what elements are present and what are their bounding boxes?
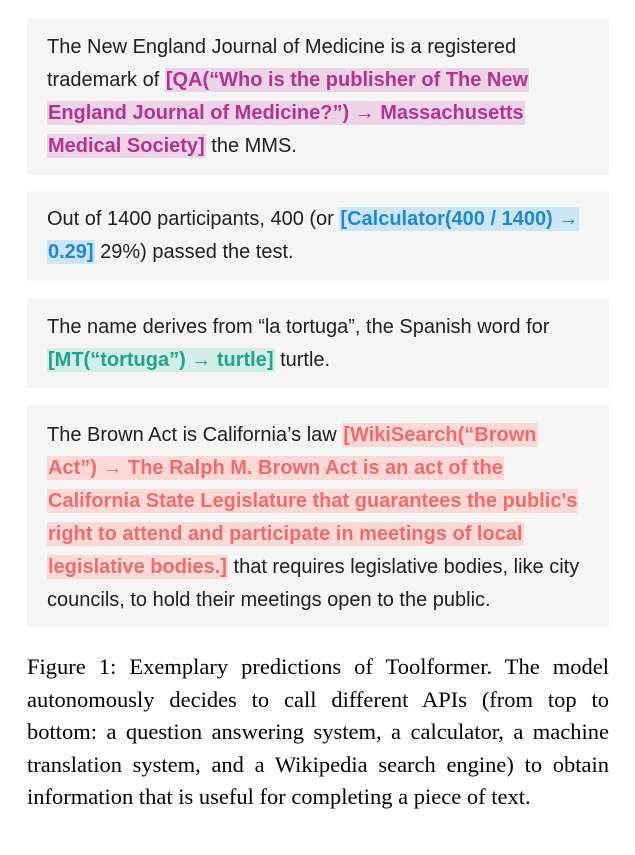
example-wikisearch-api-call: [WikiSearch(“Brown Act”) → The Ralph M. Brown Act is an act of the California State Legislature that guarantees the public's right to attend and participate in meetings of local legislative bodies.]	[48, 424, 578, 578]
example-calculator-text-after: 29%) passed the test.	[94, 241, 294, 263]
example-qa-api-call: [QA(“Who is the publisher of The New England Journal of Medicine?”) → Massachusetts Medical Society]	[48, 69, 529, 157]
example-calculator	[27, 191, 609, 281]
example-qa-text-after: the MMS.	[205, 135, 297, 157]
example-mt-text-before: The name derives from “la tortuga”, the Spanish word for	[47, 316, 550, 338]
example-calculator-api-call: [Calculator(400 / 1400) → 0.29]	[48, 208, 579, 263]
example-mt	[27, 298, 609, 388]
example-qa	[27, 18, 609, 175]
example-wikisearch-text-before: The Brown Act is California’s law	[47, 424, 343, 446]
example-mt-text-after: turtle.	[274, 349, 331, 371]
example-qa-text-before: The New England Journal of Medicine is a registered trademark of	[47, 36, 517, 91]
example-mt-api-call: [MT(“tortuga”) → turtle]	[48, 349, 274, 371]
example-wikisearch-text-after: that requires legislative bodies, like city councils, to hold their meetings open to the public.	[47, 556, 580, 611]
figure-caption: Figure 1: Exemplary predictions of Toolformer. The model autonomously decides to call different APIs (from top to bottom: a question answering system, a calculator, a machine translation system, and a Wikipedia search engine) to obtain information that is useful for completing a piece of text.	[27, 654, 609, 809]
example-wikisearch	[27, 405, 609, 627]
example-calculator-text-before: Out of 1400 participants, 400 (or	[47, 208, 340, 230]
